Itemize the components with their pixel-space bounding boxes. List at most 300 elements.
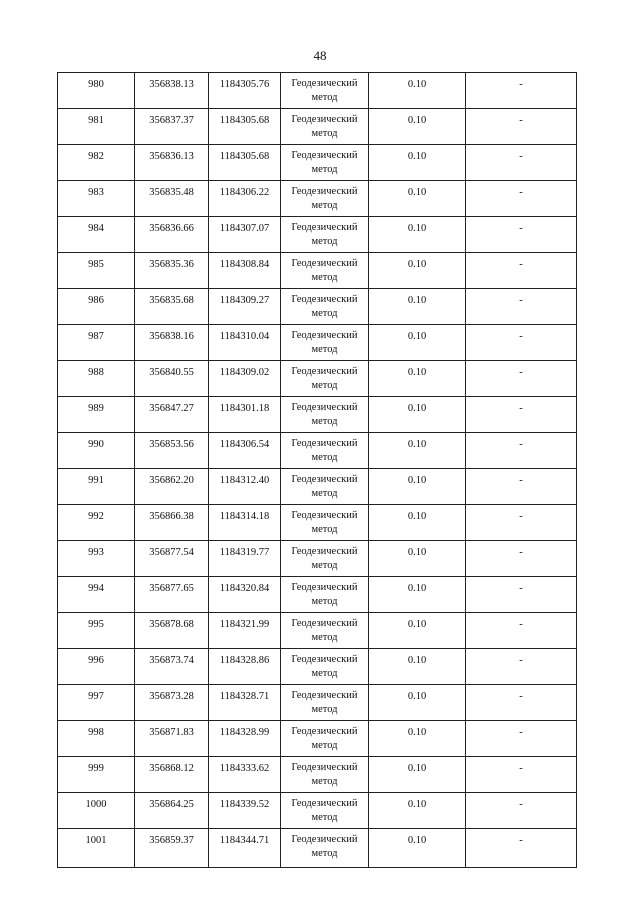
method-cell [281,793,369,829]
point-number-cell [58,577,135,613]
coordinate-x-cell-text: 356835.48 [149,187,194,198]
method-text [281,829,368,861]
coordinate-x-cell-text: 356871.83 [149,727,194,738]
table-row [58,325,577,361]
coordinate-x-cell [135,685,209,721]
accuracy-cell-text: 0.10 [407,475,427,486]
method-text [281,757,368,789]
page-number: 48 [313,48,327,63]
accuracy-cell-text: 0.10 [407,295,427,306]
coordinate-y-cell [209,397,281,433]
note-cell [466,145,577,181]
accuracy-cell [369,325,466,361]
table-row [58,361,577,397]
method-line-1: Геодезический [291,78,358,89]
coordinate-y-cell [209,289,281,325]
table-row [58,577,577,613]
coordinate-x-cell-text: 356847.27 [149,403,194,414]
accuracy-cell [369,73,466,109]
table-row [58,613,577,649]
method-text [281,361,368,393]
note-cell-text: - [519,655,523,666]
accuracy-cell-text: 0.10 [407,619,427,630]
method-cell [281,505,369,541]
note-cell-text: - [519,583,523,594]
coordinate-y-cell-text: 1184320.84 [219,583,270,594]
method-cell [281,181,369,217]
point-number-cell-text: 1000 [85,799,107,810]
method-cell [281,649,369,685]
coordinate-y-cell [209,109,281,145]
coordinate-y-cell [209,685,281,721]
method-text [281,145,368,177]
method-text [281,721,368,753]
point-number-cell-text: 994 [88,583,104,594]
coordinate-x-cell [135,757,209,793]
coordinate-x-cell-text: 356838.13 [149,79,194,90]
method-line-2: метод [311,128,338,139]
note-cell [466,577,577,613]
note-cell-text: - [519,619,523,630]
table-row [58,109,577,145]
point-number-cell-text: 997 [88,691,104,702]
coordinates-table [57,72,577,868]
point-number-cell-text: 993 [88,547,104,558]
accuracy-cell [369,829,466,868]
method-cell [281,685,369,721]
note-cell [466,109,577,145]
coordinate-x-cell [135,109,209,145]
note-cell [466,397,577,433]
method-cell [281,829,369,868]
table-row [58,469,577,505]
note-cell [466,649,577,685]
method-text [281,793,368,825]
note-cell-text: - [519,547,523,558]
note-cell [466,217,577,253]
accuracy-cell-text: 0.10 [407,79,427,90]
accuracy-cell [369,793,466,829]
point-number-cell [58,181,135,217]
note-cell-text: - [519,151,523,162]
accuracy-cell-text: 0.10 [407,655,427,666]
coordinate-y-cell-text: 1184301.18 [219,403,270,414]
note-cell [466,433,577,469]
accuracy-cell-text: 0.10 [407,763,427,774]
coordinate-x-cell-text: 356836.13 [149,151,194,162]
coordinate-y-cell [209,829,281,868]
coordinate-x-cell-text: 356868.12 [149,763,194,774]
coordinate-x-cell-text: 356864.25 [149,799,194,810]
accuracy-cell-text: 0.10 [407,331,427,342]
note-cell [466,469,577,505]
method-line-1: Геодезический [291,726,358,737]
table-row [58,793,577,829]
coordinates-table-body [58,73,577,868]
method-line-1: Геодезический [291,258,358,269]
note-cell-text: - [519,475,523,486]
table-row [58,73,577,109]
method-line-2: метод [311,452,338,463]
table-row [58,397,577,433]
method-line-2: метод [311,236,338,247]
note-cell-text: - [519,799,523,810]
method-line-2: метод [311,812,338,823]
point-number-cell-text: 981 [88,115,104,126]
table-row [58,757,577,793]
coordinate-y-cell-text: 1184314.18 [219,511,270,522]
coordinate-y-cell [209,649,281,685]
note-cell [466,721,577,757]
coordinate-x-cell-text: 356877.54 [149,547,194,558]
note-cell-text: - [519,763,523,774]
table-row [58,253,577,289]
accuracy-cell [369,541,466,577]
point-number-cell [58,253,135,289]
coordinate-y-cell [209,505,281,541]
method-cell [281,361,369,397]
accuracy-cell-text: 0.10 [407,439,427,450]
method-line-2: метод [311,632,338,643]
method-cell [281,217,369,253]
method-line-1: Геодезический [291,294,358,305]
note-cell [466,289,577,325]
method-text [281,541,368,573]
point-number-cell [58,361,135,397]
accuracy-cell [369,397,466,433]
coordinate-x-cell-text: 356835.36 [149,259,194,270]
coordinate-x-cell-text: 356862.20 [149,475,194,486]
note-cell [466,541,577,577]
table-row [58,649,577,685]
coordinate-x-cell-text: 356840.55 [149,367,194,378]
note-cell-text: - [519,691,523,702]
note-cell-text: - [519,727,523,738]
accuracy-cell [369,181,466,217]
accuracy-cell-text: 0.10 [407,547,427,558]
note-cell [466,685,577,721]
method-cell [281,757,369,793]
point-number-cell [58,505,135,541]
coordinate-x-cell [135,73,209,109]
coordinate-x-cell-text: 356837.37 [149,115,194,126]
coordinate-x-cell [135,541,209,577]
accuracy-cell-text: 0.10 [407,187,427,198]
method-line-2: метод [311,92,338,103]
coordinate-x-cell-text: 356853.56 [149,439,194,450]
method-cell [281,397,369,433]
coordinate-x-cell [135,253,209,289]
point-number-cell [58,397,135,433]
method-cell [281,325,369,361]
method-line-1: Геодезический [291,510,358,521]
coordinate-x-cell-text: 356859.37 [149,835,194,846]
accuracy-cell-text: 0.10 [407,583,427,594]
method-text [281,253,368,285]
coordinate-y-cell-text: 1184328.86 [219,655,270,666]
accuracy-cell-text: 0.10 [407,403,427,414]
coordinate-x-cell [135,145,209,181]
point-number-cell-text: 992 [88,511,104,522]
coordinate-x-cell-text: 356873.74 [149,655,194,666]
coordinate-y-cell-text: 1184344.71 [219,835,270,846]
note-cell [466,325,577,361]
method-line-2: метод [311,596,338,607]
method-text [281,577,368,609]
method-line-1: Геодезический [291,438,358,449]
coordinate-y-cell [209,181,281,217]
coordinate-x-cell [135,289,209,325]
method-text [281,289,368,321]
coordinate-y-cell [209,577,281,613]
coordinate-y-cell [209,217,281,253]
coordinate-x-cell-text: 356873.28 [149,691,194,702]
coordinate-y-cell-text: 1184339.52 [219,799,270,810]
accuracy-cell-text: 0.10 [407,223,427,234]
point-number-cell [58,109,135,145]
method-text [281,469,368,501]
coordinate-x-cell [135,505,209,541]
note-cell-text: - [519,835,523,846]
table-row [58,289,577,325]
coordinate-x-cell [135,469,209,505]
table-row [58,685,577,721]
coordinate-y-cell-text: 1184319.77 [219,547,270,558]
note-cell-text: - [519,403,523,414]
method-text [281,397,368,429]
method-line-1: Геодезический [291,402,358,413]
accuracy-cell-text: 0.10 [407,259,427,270]
method-line-2: метод [311,380,338,391]
accuracy-cell [369,505,466,541]
accuracy-cell [369,289,466,325]
method-cell [281,577,369,613]
accuracy-cell [369,721,466,757]
table-row [58,541,577,577]
point-number-cell [58,721,135,757]
point-number-cell-text: 987 [88,331,104,342]
coordinate-x-cell [135,577,209,613]
method-line-1: Геодезический [291,618,358,629]
coordinate-y-cell-text: 1184305.76 [219,79,270,90]
point-number-cell-text: 996 [88,655,104,666]
point-number-cell-text: 999 [88,763,104,774]
method-line-1: Геодезический [291,546,358,557]
coordinate-y-cell [209,433,281,469]
note-cell [466,73,577,109]
point-number-cell [58,469,135,505]
note-cell [466,757,577,793]
note-cell-text: - [519,223,523,234]
method-cell [281,73,369,109]
accuracy-cell [369,649,466,685]
method-line-1: Геодезический [291,222,358,233]
point-number-cell [58,757,135,793]
method-cell [281,145,369,181]
note-cell [466,505,577,541]
method-line-2: метод [311,200,338,211]
method-line-2: метод [311,344,338,355]
accuracy-cell [369,145,466,181]
coordinate-y-cell [209,793,281,829]
coordinate-y-cell [209,253,281,289]
note-cell-text: - [519,115,523,126]
accuracy-cell-text: 0.10 [407,727,427,738]
accuracy-cell [369,469,466,505]
point-number-cell-text: 985 [88,259,104,270]
method-text [281,325,368,357]
method-line-1: Геодезический [291,114,358,125]
point-number-cell [58,685,135,721]
accuracy-cell [369,253,466,289]
coordinate-y-cell-text: 1184306.54 [219,439,270,450]
coordinate-y-cell-text: 1184305.68 [219,115,270,126]
coordinate-x-cell-text: 356878.68 [149,619,194,630]
coordinate-x-cell [135,829,209,868]
accuracy-cell [369,757,466,793]
coordinate-y-cell-text: 1184312.40 [219,475,270,486]
accuracy-cell [369,109,466,145]
method-line-1: Геодезический [291,186,358,197]
coordinate-y-cell [209,613,281,649]
point-number-cell-text: 990 [88,439,104,450]
method-text [281,505,368,537]
note-cell [466,793,577,829]
method-cell [281,541,369,577]
table-row [58,829,577,868]
method-line-1: Геодезический [291,798,358,809]
point-number-cell [58,829,135,868]
accuracy-cell-text: 0.10 [407,511,427,522]
note-cell [466,181,577,217]
coordinate-y-cell-text: 1184310.04 [219,331,270,342]
point-number-cell [58,541,135,577]
coordinate-y-cell [209,757,281,793]
method-cell [281,433,369,469]
point-number-cell [58,73,135,109]
method-text [281,73,368,105]
coordinate-x-cell [135,649,209,685]
coordinate-x-cell [135,721,209,757]
coordinate-y-cell-text: 1184328.99 [219,727,270,738]
method-line-2: метод [311,416,338,427]
note-cell-text: - [519,511,523,522]
point-number-cell [58,649,135,685]
point-number-cell [58,217,135,253]
note-cell-text: - [519,367,523,378]
method-line-2: метод [311,488,338,499]
method-cell [281,289,369,325]
point-number-cell-text: 989 [88,403,104,414]
coordinate-y-cell-text: 1184321.99 [219,619,270,630]
method-line-1: Геодезический [291,330,358,341]
method-line-2: метод [311,704,338,715]
point-number-cell-text: 986 [88,295,104,306]
point-number-cell [58,289,135,325]
note-cell-text: - [519,295,523,306]
coordinate-x-cell [135,613,209,649]
note-cell-text: - [519,187,523,198]
coordinate-x-cell-text: 356838.16 [149,331,194,342]
method-line-2: метод [311,164,338,175]
coordinate-y-cell [209,325,281,361]
accuracy-cell-text: 0.10 [407,115,427,126]
coordinate-x-cell [135,433,209,469]
coordinate-y-cell [209,469,281,505]
method-line-2: метод [311,560,338,571]
note-cell-text: - [519,259,523,270]
table-row [58,181,577,217]
note-cell-text: - [519,439,523,450]
note-cell [466,829,577,868]
coordinate-y-cell-text: 1184309.27 [219,295,270,306]
coordinate-y-cell [209,361,281,397]
accuracy-cell [369,361,466,397]
point-number-cell-text: 988 [88,367,104,378]
accuracy-cell [369,433,466,469]
method-line-2: метод [311,740,338,751]
accuracy-cell [369,577,466,613]
method-line-1: Геодезический [291,654,358,665]
table-row [58,505,577,541]
method-cell [281,469,369,505]
method-text [281,181,368,213]
accuracy-cell-text: 0.10 [407,151,427,162]
table-row [58,721,577,757]
method-line-1: Геодезический [291,582,358,593]
accuracy-cell [369,613,466,649]
method-line-2: метод [311,848,338,859]
coordinate-y-cell [209,145,281,181]
coordinate-y-cell-text: 1184328.71 [219,691,270,702]
method-line-1: Геодезический [291,834,358,845]
method-text [281,685,368,717]
note-cell-text: - [519,79,523,90]
coordinate-y-cell-text: 1184308.84 [219,259,270,270]
accuracy-cell-text: 0.10 [407,691,427,702]
coordinate-x-cell-text: 356835.68 [149,295,194,306]
method-cell [281,253,369,289]
point-number-cell-text: 982 [88,151,104,162]
coordinate-x-cell [135,793,209,829]
accuracy-cell [369,217,466,253]
coordinate-y-cell [209,541,281,577]
method-cell [281,109,369,145]
method-text [281,217,368,249]
accuracy-cell-text: 0.10 [407,367,427,378]
point-number-cell [58,613,135,649]
coordinate-y-cell-text: 1184309.02 [219,367,270,378]
method-text [281,613,368,645]
method-line-2: метод [311,668,338,679]
note-cell [466,361,577,397]
point-number-cell-text: 998 [88,727,104,738]
method-line-1: Геодезический [291,366,358,377]
coordinate-y-cell-text: 1184307.07 [219,223,270,234]
method-text [281,109,368,141]
point-number-cell [58,325,135,361]
coordinate-x-cell [135,361,209,397]
note-cell [466,253,577,289]
coordinate-y-cell-text: 1184306.22 [219,187,270,198]
table-row [58,433,577,469]
method-line-1: Геодезический [291,150,358,161]
method-line-1: Геодезический [291,762,358,773]
point-number-cell-text: 983 [88,187,104,198]
method-line-2: метод [311,524,338,535]
coordinate-x-cell [135,181,209,217]
method-text [281,649,368,681]
